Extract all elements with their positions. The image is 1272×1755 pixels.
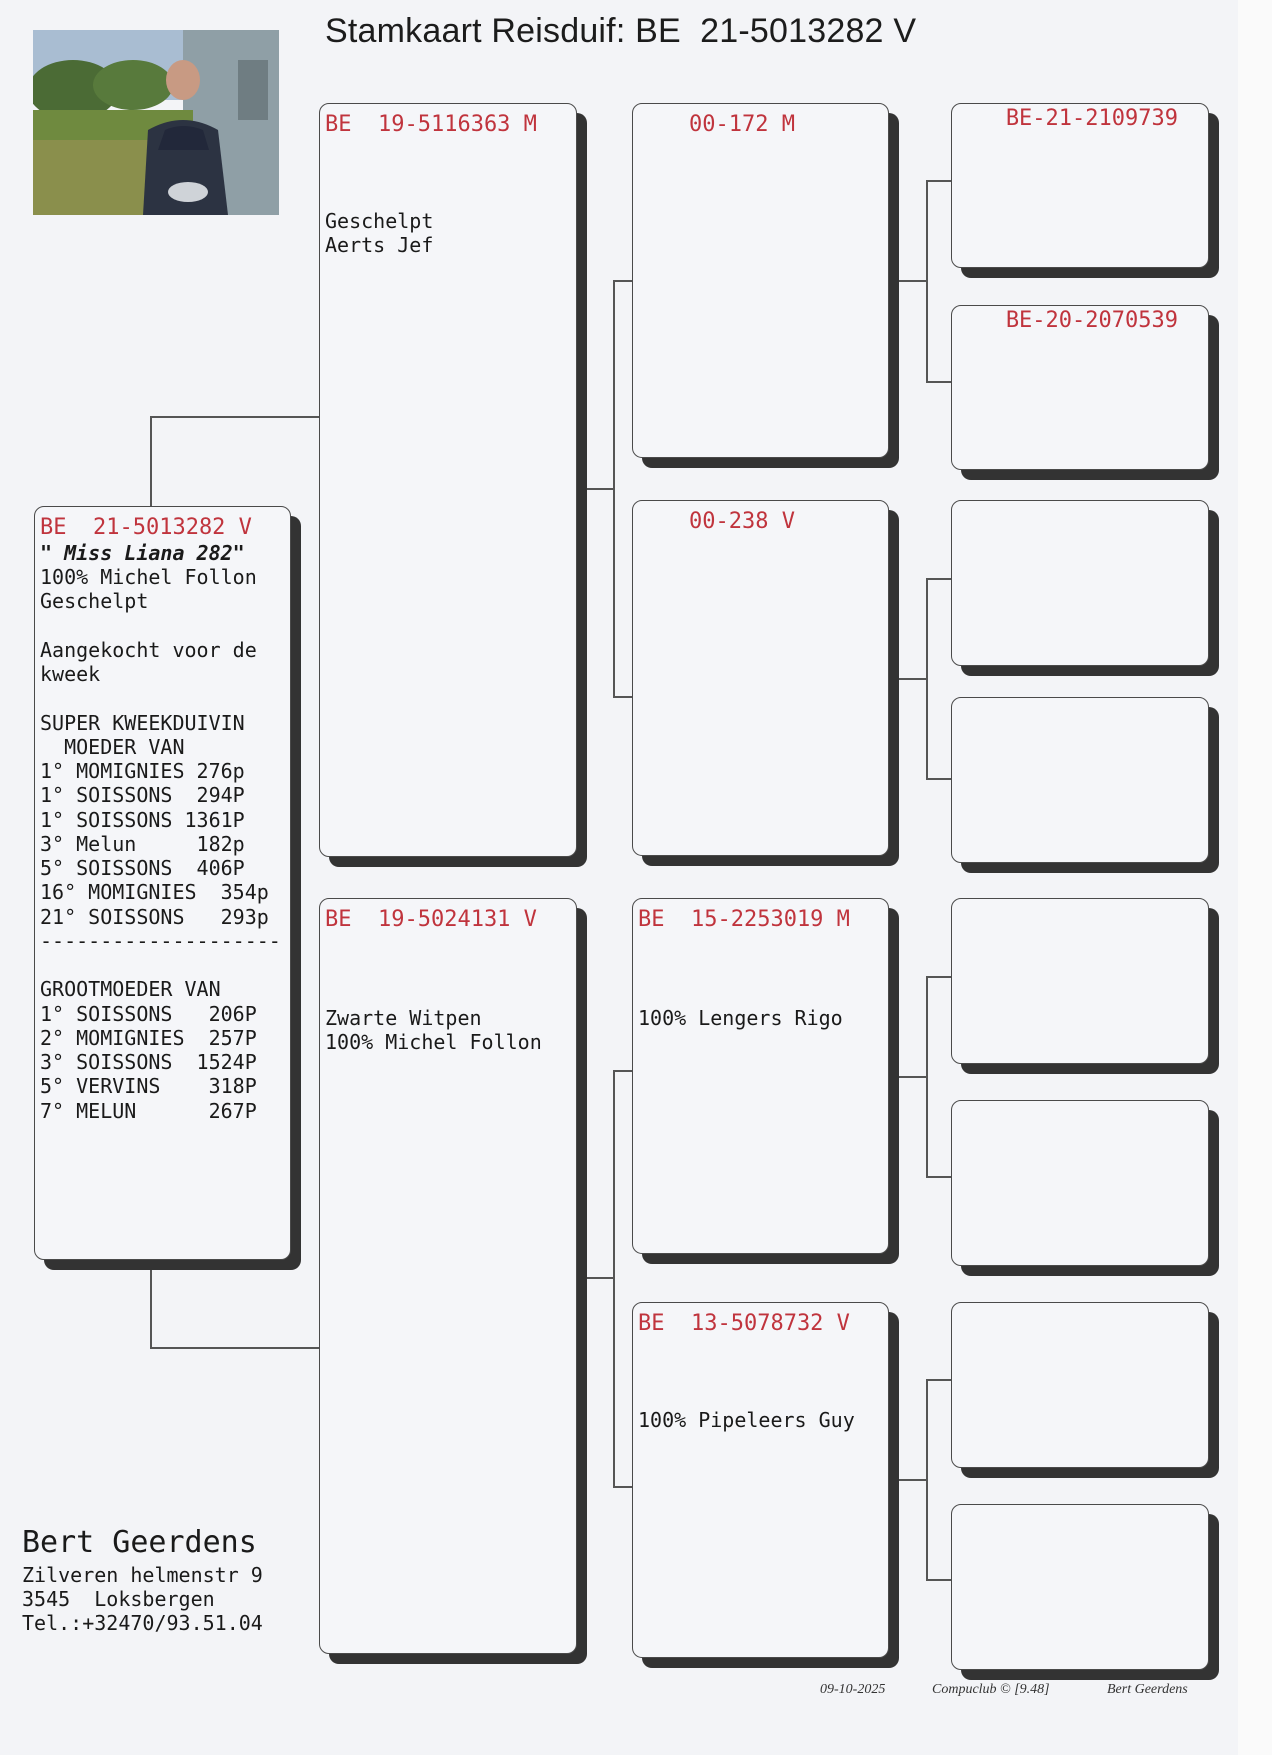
subject-line: 7° MELUN 267P [40, 1099, 257, 1123]
sire-ring: BE 19-5116363 M [325, 112, 537, 137]
subject-line: -------------------- [40, 929, 281, 953]
subject-line: 100% Michel Follon [40, 565, 257, 589]
connector [926, 976, 928, 1176]
connector [926, 1176, 951, 1178]
dam-line: 100% Michel Follon [325, 1030, 542, 1054]
dam-sire-ring: BE 15-2253019 M [638, 907, 850, 932]
connector [926, 578, 928, 778]
dam-dam-card [632, 1302, 889, 1658]
subject-line: 1° MOMIGNIES 276p [40, 759, 245, 783]
dam-dam-line: 100% Pipeleers Guy [638, 1408, 855, 1432]
gen4-card [951, 1302, 1209, 1468]
connector [898, 678, 926, 680]
owner-name: Bert Geerdens [22, 1525, 257, 1560]
connector [150, 416, 152, 508]
subject-line: 5° VERVINS 318P [40, 1074, 257, 1098]
subject-line: 1° SOISSONS 294P [40, 783, 245, 807]
subject-line: kweek [40, 662, 101, 686]
owner-block [22, 1525, 263, 1635]
connector [150, 1262, 152, 1348]
owner-street: Zilveren helmenstr 9 [22, 1563, 263, 1587]
connector [898, 1076, 926, 1078]
footer-date: 09-10-2025 [820, 1682, 886, 1697]
gen4-card [951, 1100, 1209, 1266]
gen4-card [951, 697, 1209, 863]
connector [613, 1070, 615, 1486]
gen4-ring: BE-21-2109739 [1005, 106, 1178, 131]
owner-photo [33, 30, 279, 215]
card-top-rule [972, 305, 1188, 306]
connector [926, 578, 951, 580]
subject-nickname: " Miss Liana 282" [40, 541, 245, 565]
connector [898, 1479, 926, 1481]
subject-line: 3° Melun 182p [40, 832, 245, 856]
gen4-card [951, 500, 1209, 666]
owner-photo-image [33, 30, 279, 215]
subject-line: 1° SOISSONS 206P [40, 1002, 257, 1026]
dam-dam-ring: BE 13-5078732 V [638, 1311, 850, 1336]
sire-sire-ring: 00-172 M [689, 112, 795, 137]
connector [613, 696, 633, 698]
subject-line: 21° SOISSONS 293p [40, 905, 269, 929]
sire-line: Geschelpt [325, 209, 434, 233]
gen4-card [951, 103, 1209, 268]
connector [926, 1379, 951, 1381]
connector [613, 1070, 633, 1072]
connector [613, 1486, 633, 1488]
page-title: Stamkaart Reisduif: BE 21-5013282 V [325, 12, 917, 50]
subject-line: 3° SOISSONS 1524P [40, 1050, 257, 1074]
connector [926, 1579, 951, 1581]
sire-dam-ring: 00-238 V [689, 509, 795, 534]
connector [926, 180, 951, 182]
connector [613, 280, 615, 696]
gen4-ring: BE-20-2070539 [1005, 308, 1178, 333]
subject-line: Geschelpt [40, 589, 149, 613]
subject-line: SUPER KWEEKDUIVIN [40, 711, 245, 735]
subject-line: MOEDER VAN [40, 735, 185, 759]
connector [578, 1277, 613, 1279]
gen4-card [951, 1504, 1209, 1670]
connector [926, 778, 951, 780]
subject-card [34, 506, 291, 1260]
gen4-card [951, 305, 1209, 470]
subject-line: Aangekocht voor de [40, 638, 257, 662]
sire-dam-card [632, 500, 889, 856]
subject-line: GROOTMOEDER VAN [40, 977, 221, 1001]
dam-sire-line: 100% Lengers Rigo [638, 1006, 843, 1030]
gen4-card [951, 898, 1209, 1064]
subject-ring: BE 21-5013282 V [40, 515, 252, 540]
connector [926, 180, 928, 382]
subject-line: 2° MOMIGNIES 257P [40, 1026, 257, 1050]
footer-owner: Bert Geerdens [1107, 1682, 1188, 1697]
connector [926, 1379, 928, 1579]
connector [926, 381, 951, 383]
connector [613, 280, 633, 282]
connector [898, 280, 926, 282]
owner-phone: Tel.:+32470/93.51.04 [22, 1611, 263, 1635]
sire-card [319, 103, 577, 857]
dam-ring: BE 19-5024131 V [325, 907, 537, 932]
owner-city: 3545 Loksbergen [22, 1587, 215, 1611]
dam-line: Zwarte Witpen [325, 1006, 482, 1030]
scan-margin [1238, 0, 1272, 1755]
connector [150, 416, 320, 418]
footer-software: Compuclub © [9.48] [932, 1682, 1050, 1697]
sire-line: Aerts Jef [325, 233, 434, 257]
sire-sire-card [632, 103, 889, 458]
dam-sire-card [632, 898, 889, 1254]
connector [578, 488, 613, 490]
subject-line: 16° MOMIGNIES 354p [40, 880, 269, 904]
subject-line: 5° SOISSONS 406P [40, 856, 245, 880]
dam-card [319, 898, 577, 1654]
subject-line: 1° SOISSONS 1361P [40, 808, 245, 832]
connector [926, 976, 951, 978]
connector [150, 1347, 320, 1349]
card-top-rule [972, 103, 1188, 104]
